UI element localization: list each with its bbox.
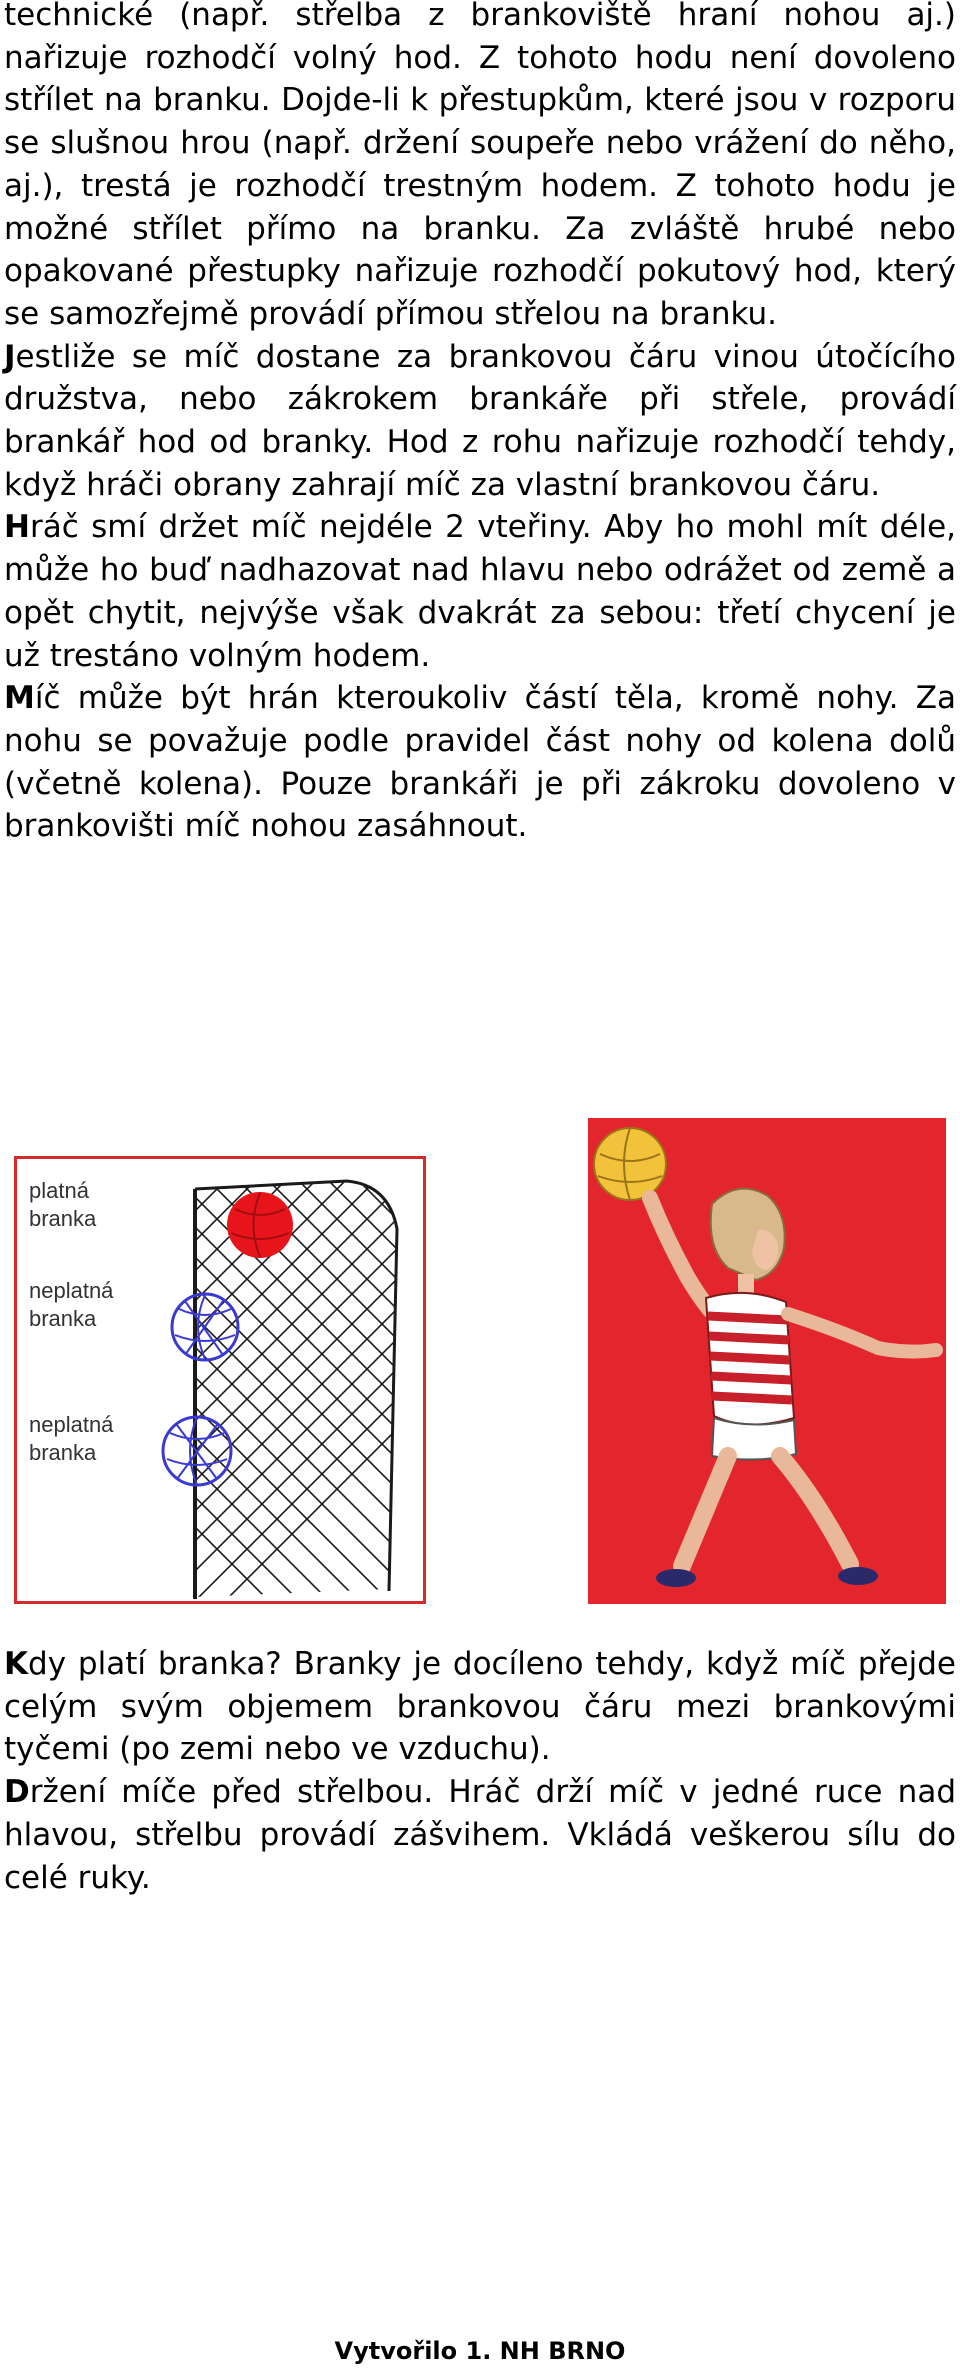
rules-text-bottom xyxy=(4,1643,956,1899)
player-shirt xyxy=(706,1293,794,1425)
label-valid-goal: platná branka xyxy=(29,1178,97,1231)
initial-letter: D xyxy=(4,1774,30,1811)
footer-credit: Vytvořilo 1. NH BRNO xyxy=(334,2337,626,2365)
rules-text-top xyxy=(4,0,956,848)
goal-diagram-figure xyxy=(14,1156,426,1604)
initial-letter: K xyxy=(4,1646,29,1682)
ball-icon xyxy=(594,1128,666,1200)
initial-letter: H xyxy=(4,509,30,546)
paragraph-playing-ball: Míč může být hrán kteroukoliv částí těla, kromě nohy. Za nohu se považuje podle pravidel část nohy od kolena dolů (včetně kolena). Pouze brankáři je při zákroku dovoleno v brankovišti míč nohou zasáhnout. xyxy=(4,680,956,845)
player-throwing-figure xyxy=(588,1118,946,1604)
paragraph-holding-before-shot: Držení míče před střelbou. Hráč drží míč v jedné ruce nad hlavou, střelbu provádí zášvihem. Vkládá veškerou sílu do celé ruky. xyxy=(4,1774,956,1896)
paragraph-goal-throw: Jestliže se míč dostane za brankovou čáru vinou útočícího družstva, nebo zákrokem brankáře při střele, provádí brankář hod od branky. Hod z rohu nařizuje rozhodčí tehdy, když hráči obrany zahrají míč za vlastní brankovou čáru. xyxy=(4,338,956,503)
player-drawing xyxy=(588,1118,946,1604)
paragraph-free-throw: technické (např. střelba z brankoviště hraní nohou aj.) nařizuje rozhodčí volný hod. Z tohoto hodu není dovoleno střílet na branku. Dojde-li k přestupkům, které jsou v rozporu se slušnou hrou (např. držení soupeře nebo vrážení do něho, aj.), trestá je rozhodčí trestným hodem. Z tohoto hodu je možné střílet přímo na branku. Za zvláště hrubé nebo opakované přestupky nařizuje rozhodčí pokutový hod, který se samozřejmě provádí přímou střelou na branku. xyxy=(4,0,956,332)
ball-valid-icon xyxy=(227,1192,293,1258)
label-invalid-goal-upper: neplatná branka xyxy=(29,1278,114,1331)
initial-letter: J xyxy=(4,338,16,375)
paragraph-when-goal-counts: Kdy platí branka? Branky je docíleno tehdy, když míč přejde celým svým objemem brankovou čáru mezi brankovými tyčemi (po zemi nebo ve vzduchu). xyxy=(4,1646,956,1768)
paragraph-holding-ball: Hráč smí držet míč nejdéle 2 vteřiny. Aby ho mohl mít déle, může ho buď nadhazovat nad hlavu nebo odrážet od země a opět chytit, nejvýše však dvakrát za sebou: třetí chycení je už trestáno volným hodem. xyxy=(4,509,956,674)
initial-letter: M xyxy=(4,680,35,717)
label-invalid-goal-lower: neplatná branka xyxy=(29,1412,114,1465)
